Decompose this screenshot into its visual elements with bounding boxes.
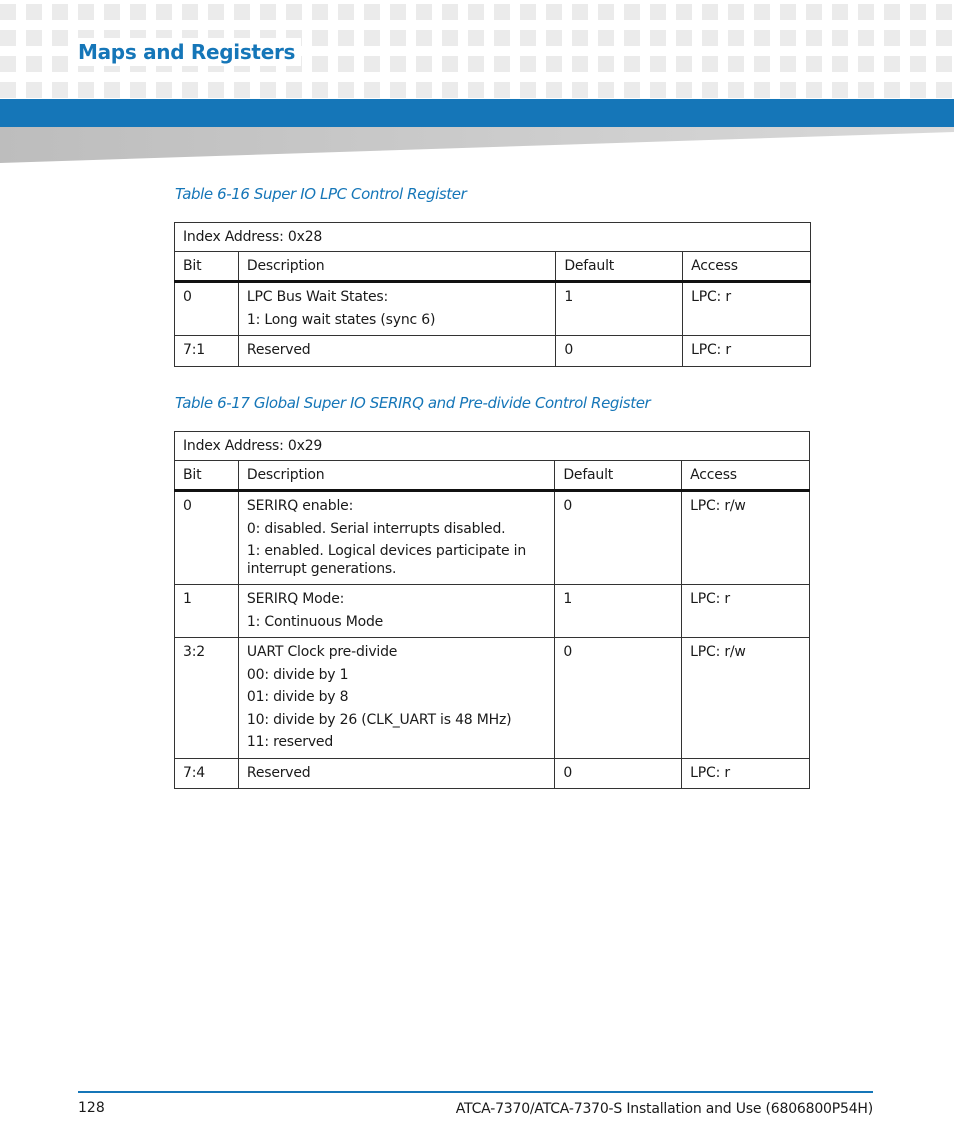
cell-description <box>238 282 555 336</box>
column-header-description: Description <box>238 252 555 282</box>
description-line: SERIRQ Mode: <box>246 591 345 607</box>
cell-bit: 0 <box>175 282 239 336</box>
description-line: Reserved <box>246 342 311 358</box>
section-title: Maps and Registers <box>78 38 301 66</box>
register-table-6-17 <box>174 431 810 789</box>
table-caption-6-17: Table 6-17 Global Super IO SERIRQ and Pre-divide Control Register <box>175 394 651 412</box>
description-line: 0: disabled. Serial interrupts disabled. <box>246 520 506 537</box>
table-row <box>175 758 810 789</box>
description-line: 00: divide by 1 <box>246 666 349 683</box>
cell-access: LPC: r <box>682 585 810 638</box>
cell-access: LPC: r <box>682 758 810 789</box>
cell-default: 1 <box>555 585 682 638</box>
header-blue-bar <box>0 99 954 127</box>
description-line: 1: enabled. Logical devices participate in interrupt generations. <box>246 543 527 577</box>
cell-default: 0 <box>555 758 682 789</box>
index-address: Index Address: 0x29 <box>175 432 810 461</box>
description-line: LPC Bus Wait States: <box>246 289 389 305</box>
description-line: 1: Continuous Mode <box>246 613 384 630</box>
description-line: 10: divide by 26 (CLK_UART is 48 MHz) <box>246 711 512 728</box>
cell-access: LPC: r <box>683 282 811 336</box>
header-gray-wedge <box>0 127 954 163</box>
cell-description <box>238 758 554 789</box>
table-row <box>175 336 811 367</box>
cell-access: LPC: r/w <box>682 638 810 759</box>
description-line: Reserved <box>246 764 311 781</box>
column-header-access: Access <box>682 461 810 491</box>
cell-default: 0 <box>555 491 682 585</box>
cell-access: LPC: r <box>683 336 811 367</box>
column-header-bit: Bit <box>175 252 239 282</box>
table-row <box>175 491 810 585</box>
table-row <box>175 638 810 759</box>
column-header-access: Access <box>683 252 811 282</box>
index-address: Index Address: 0x28 <box>175 223 811 252</box>
column-header-bit: Bit <box>175 461 239 491</box>
column-header-description: Description <box>238 461 554 491</box>
table-caption-6-16: Table 6-16 Super IO LPC Control Register <box>175 185 467 203</box>
cell-bit: 7:4 <box>175 758 239 789</box>
table-row <box>175 585 810 638</box>
cell-description <box>238 491 554 585</box>
cell-bit: 3:2 <box>175 638 239 759</box>
column-header-default: Default <box>555 461 682 491</box>
description-line: SERIRQ enable: <box>246 498 354 514</box>
cell-default: 0 <box>555 638 682 759</box>
cell-default: 0 <box>556 336 683 367</box>
description-line: 1: Long wait states (sync 6) <box>246 311 436 328</box>
page-number: 128 <box>78 1100 105 1116</box>
cell-description <box>238 585 554 638</box>
cell-description <box>238 336 555 367</box>
cell-default: 1 <box>556 282 683 336</box>
footer-rule <box>78 1091 873 1093</box>
description-line: UART Clock pre-divide <box>246 644 398 660</box>
table-row <box>175 282 811 336</box>
cell-bit: 7:1 <box>175 336 239 367</box>
description-line: 01: divide by 8 <box>246 689 349 705</box>
description-line: 11: reserved <box>246 734 334 750</box>
cell-bit: 0 <box>175 491 239 585</box>
document-title: ATCA-7370/ATCA-7370-S Installation and Use (6806800P54H) <box>455 1101 873 1117</box>
cell-access: LPC: r/w <box>682 491 810 585</box>
cell-description <box>238 638 554 759</box>
column-header-default: Default <box>556 252 683 282</box>
register-table-6-16 <box>174 222 811 367</box>
cell-bit: 1 <box>175 585 239 638</box>
